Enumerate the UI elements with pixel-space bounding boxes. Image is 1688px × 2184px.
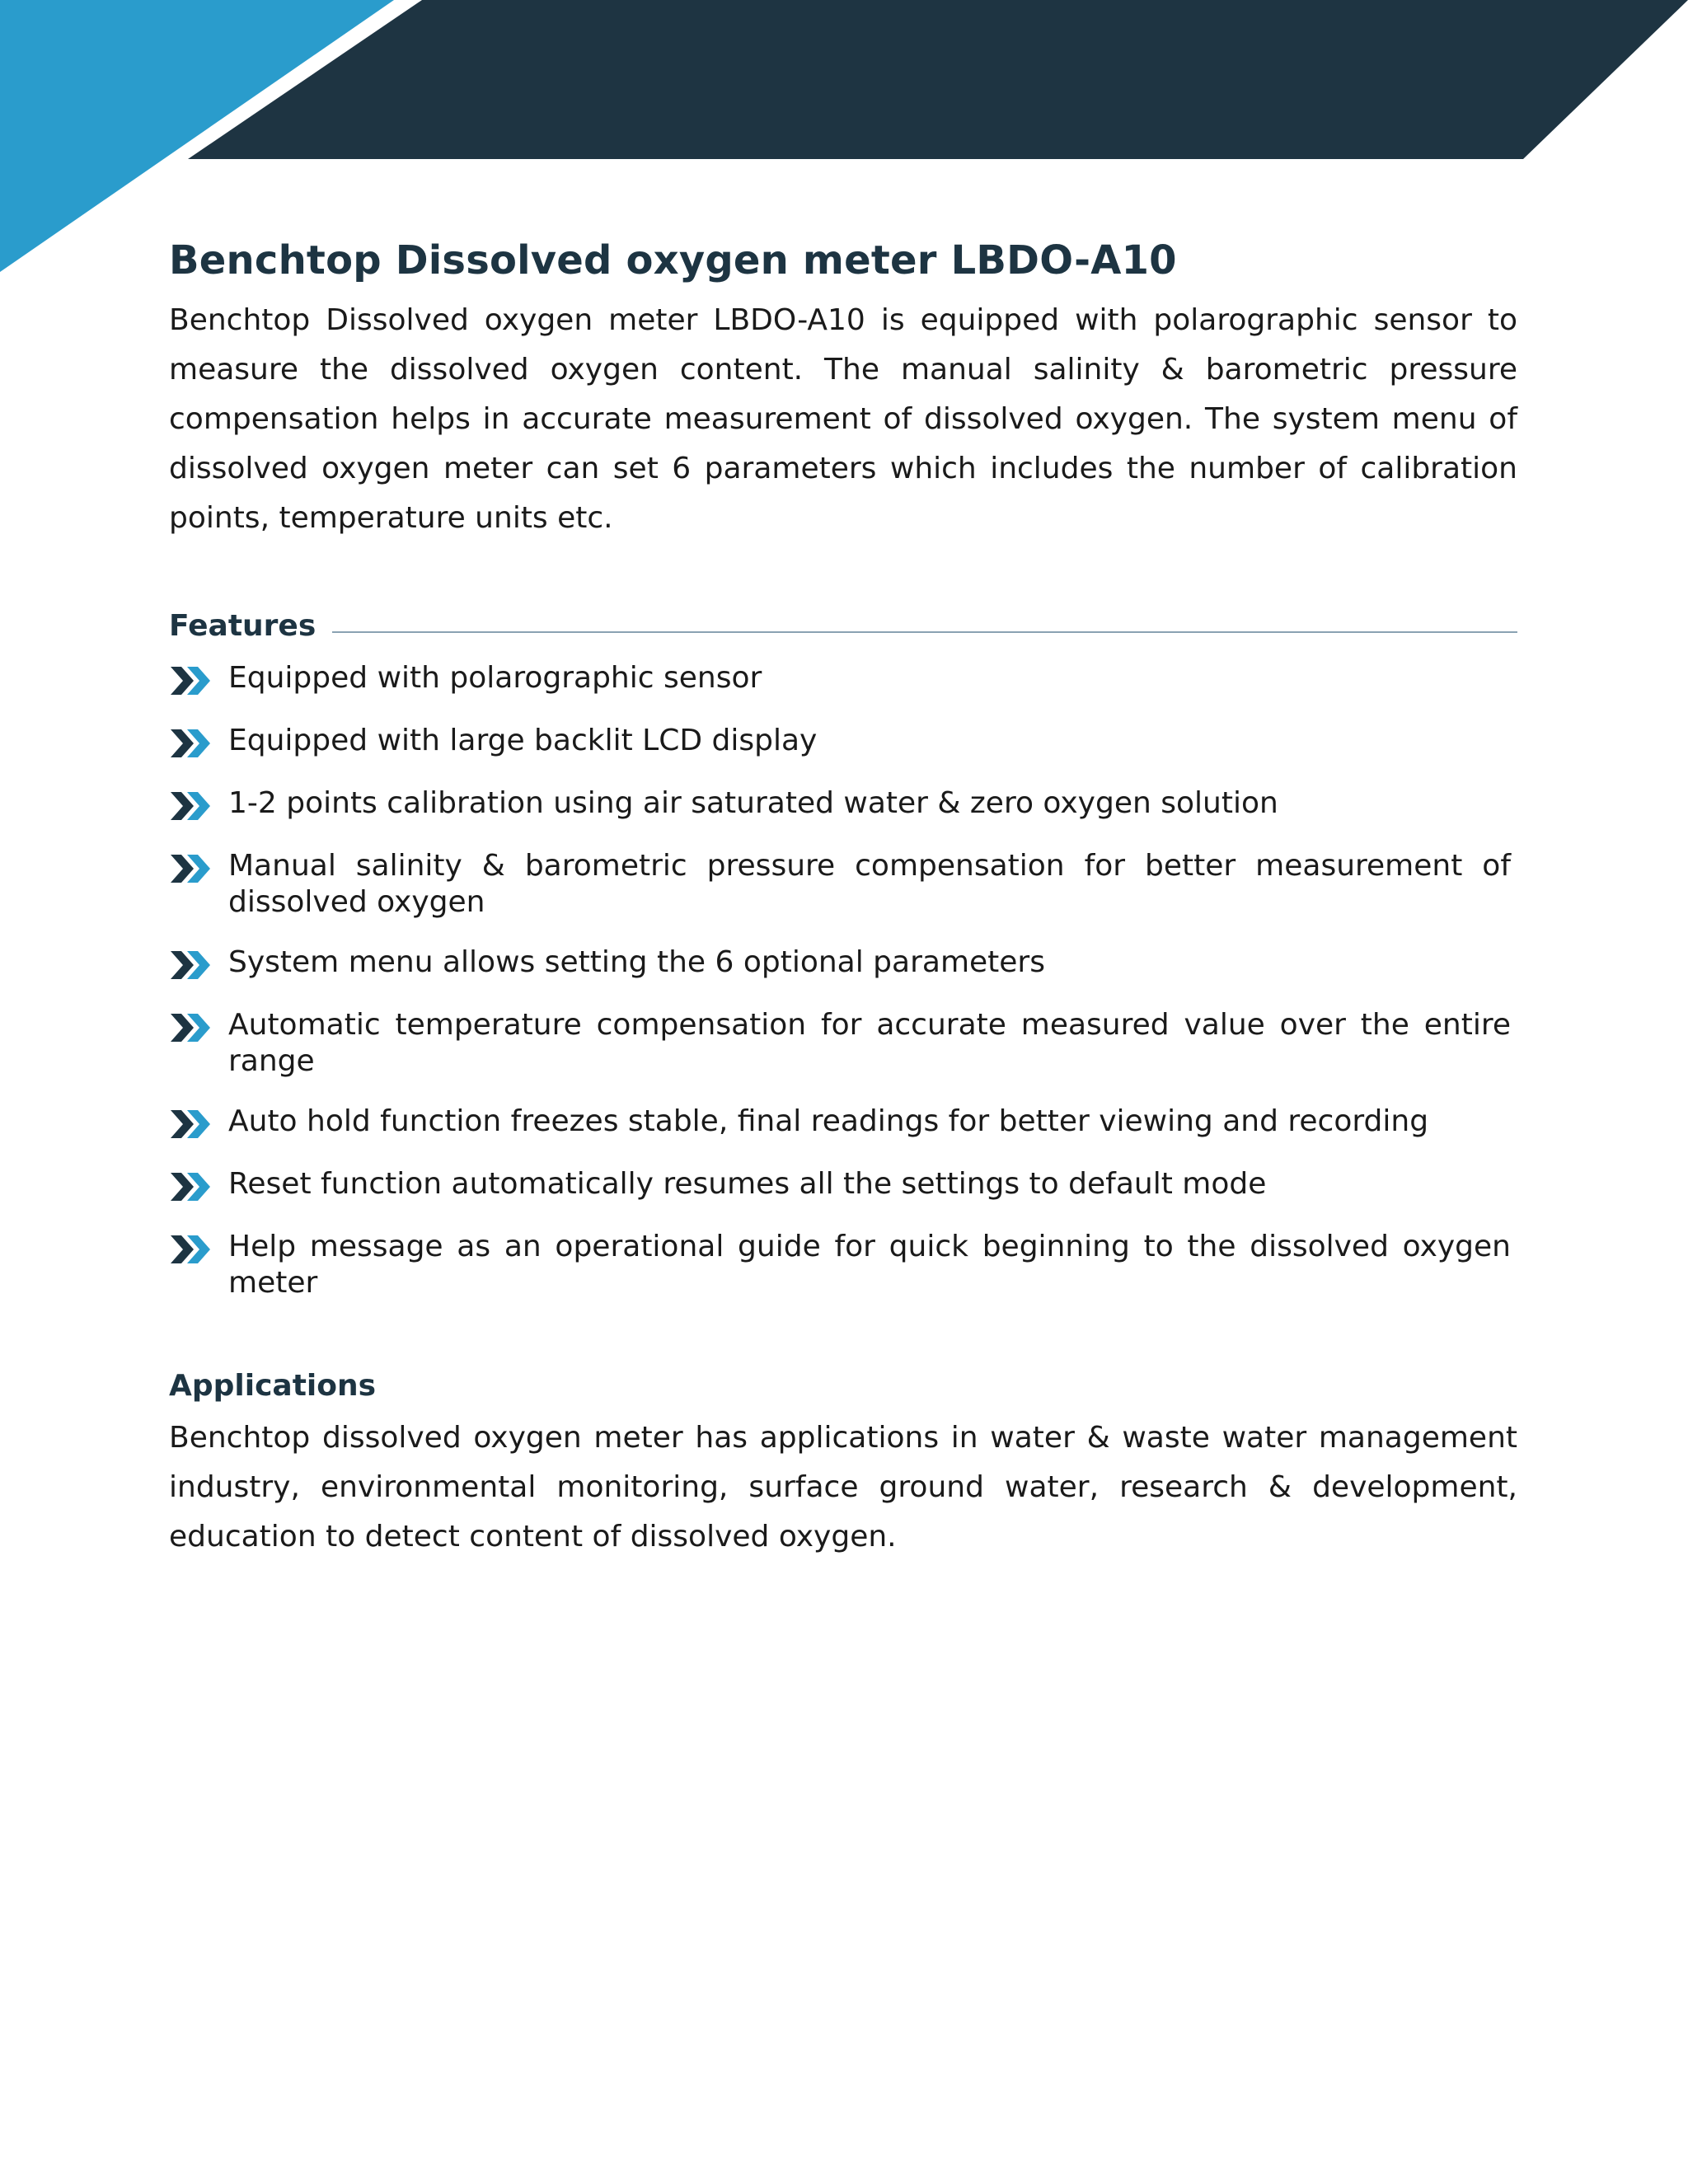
double-chevron-right-icon (169, 1010, 217, 1046)
header-navy-band (188, 0, 1688, 159)
feature-text: Manual salinity & barometric pressure compensation for better measurement of dissolved oxygen (228, 849, 1511, 919)
document-content (169, 235, 1517, 1562)
features-list (169, 660, 1517, 1301)
double-chevron-right-icon (169, 851, 217, 887)
double-chevron-right-icon (169, 1106, 217, 1142)
applications-paragraph: Benchtop dissolved oxygen meter has applications in water & waste water management industry, environmental monitoring, surface ground water, research & development, education to detect content of dissolved oxygen. (169, 1421, 1517, 1554)
feature-text: Equipped with large backlit LCD display (228, 724, 818, 757)
feature-item (169, 1104, 1517, 1142)
features-divider (332, 631, 1517, 633)
feature-text: System menu allows setting the 6 optional parameters (228, 945, 1045, 979)
feature-item (169, 660, 1517, 699)
double-chevron-right-icon (169, 725, 217, 762)
double-chevron-right-icon (169, 947, 217, 983)
intro-paragraph: Benchtop Dissolved oxygen meter LBDO-A10 is equipped with polarographic sensor to measure the dissolved oxygen content. The manual salinity & barometric pressure compensation helps in accurate measurement of dissolved oxygen. The system menu of dissolved oxygen meter can set 6 parameters which includes the number of calibration points, temperature units etc. (169, 303, 1517, 535)
feature-item (169, 944, 1517, 983)
double-chevron-right-icon (169, 1231, 217, 1268)
feature-item (169, 723, 1517, 762)
feature-text: Reset function automatically resumes all the settings to default mode (228, 1167, 1267, 1201)
feature-text: Auto hold function freezes stable, final readings for better viewing and recording (228, 1104, 1429, 1138)
features-section-header (169, 607, 1517, 645)
double-chevron-right-icon (169, 788, 217, 824)
feature-item (169, 1166, 1517, 1205)
feature-text: Help message as an operational guide for quick beginning to the dissolved oxygen meter (228, 1230, 1511, 1300)
feature-item (169, 785, 1517, 824)
feature-text: Automatic temperature compensation for accurate measured value over the entire range (228, 1008, 1511, 1078)
feature-text: Equipped with polarographic sensor (228, 661, 762, 695)
feature-item (169, 1229, 1517, 1301)
feature-item (169, 1007, 1517, 1080)
applications-heading: Applications (169, 1369, 377, 1403)
feature-text: 1-2 points calibration using air saturated water & zero oxygen solution (228, 786, 1278, 820)
double-chevron-right-icon (169, 1169, 217, 1205)
double-chevron-right-icon (169, 663, 217, 699)
features-heading: Features (169, 609, 316, 643)
page-title: Benchtop Dissolved oxygen meter LBDO-A10 (169, 237, 1177, 284)
feature-item (169, 848, 1517, 921)
